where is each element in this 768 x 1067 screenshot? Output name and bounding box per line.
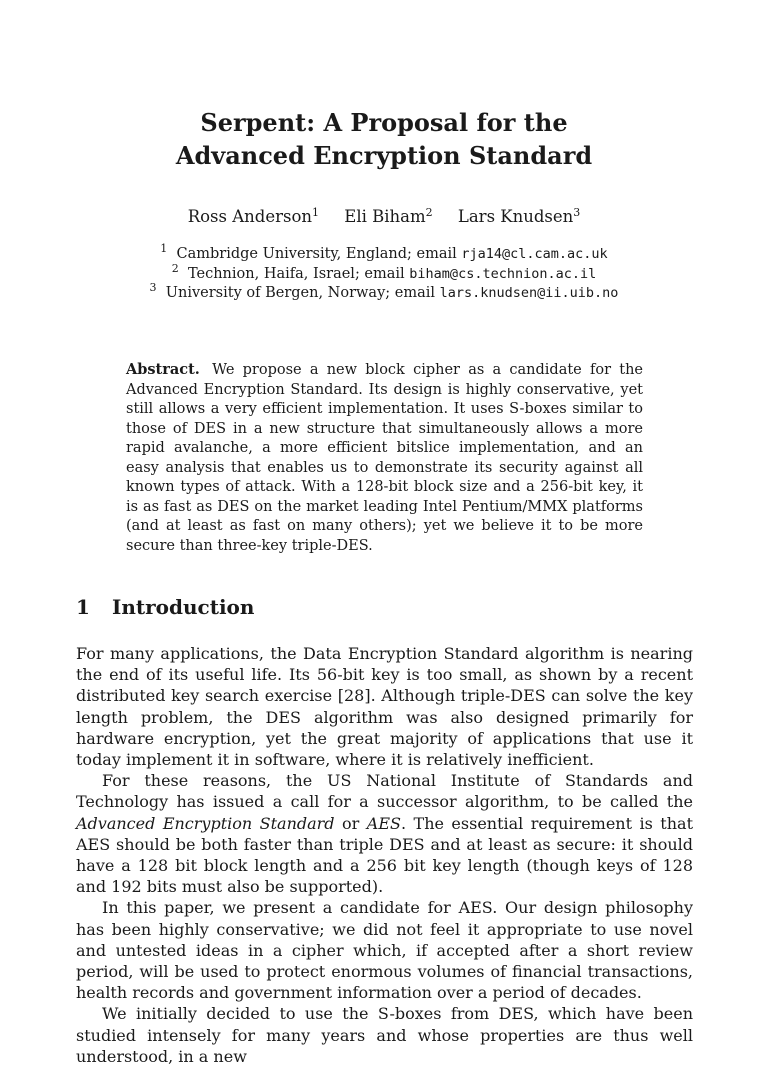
author-affiliation-mark: 2	[425, 206, 433, 219]
body-text	[76, 643, 693, 1067]
title-line-1: Serpent: A Proposal for the	[200, 108, 568, 137]
author-affiliation-mark: 3	[573, 206, 581, 219]
emphasis-term: AES	[366, 813, 401, 833]
affiliation-text: University of Bergen, Norway; email	[165, 285, 440, 301]
affiliation	[0, 281, 768, 304]
author-list	[0, 206, 768, 228]
affiliation-list	[0, 242, 768, 304]
paragraph: For many applications, the Data Encryption Standard algorithm is nearing the end of its useful life. Its 56-bit key is too small, as shown by a recent distributed key search exercise [28]. Although triple-DES can solve the key length problem, the DES algorithm was also designed primarily for hardware encryption, yet the great majority of applications that use it today implement it in software, where it is relatively inefficient.	[76, 644, 693, 770]
affiliation-mark: 1	[160, 242, 168, 255]
author-affiliation-mark: 1	[312, 206, 320, 219]
author	[458, 207, 580, 226]
paragraph-text: or	[334, 813, 367, 833]
author	[188, 207, 319, 226]
paper-title	[0, 106, 768, 172]
affiliation-mark: 2	[171, 261, 179, 275]
paragraph: In this paper, we present a candidate for AES. Our design philosophy has been highly conservative; we did not feel it appropriate to use novel and untested ideas in a cipher which, if accepted after a short review period, will be used to protect enormous volumes of financial transactions, health records and government information over a period of decades.	[76, 898, 693, 1003]
affiliation-text: Technion, Haifa, Israel; email	[187, 265, 410, 282]
section-heading	[76, 592, 696, 622]
paragraph: We initially decided to use the S-boxes from DES, which have been studied intensely for many years and whose properties are thus well understood, in a new	[76, 1004, 693, 1066]
affiliation	[0, 242, 768, 265]
paragraph	[76, 770, 693, 897]
section-number: 1	[76, 595, 90, 619]
author	[344, 207, 432, 226]
affiliation-text: Cambridge University, England; email	[176, 246, 462, 262]
affiliation-mark: 3	[149, 281, 157, 294]
affiliation	[0, 261, 768, 285]
abstract-label: Abstract.	[126, 361, 200, 378]
emphasis-term: Advanced Encryption Standard	[76, 813, 335, 833]
abstract-text: We propose a new block cipher as a candidate for the Advanced Encryption Standard. Its design is highly conservative, yet still allows a very efficient implementation. It uses S-boxes similar to those of DES in a new structure that simultaneously allows a more rapid avalanche, a more efficient bitslice implementation, and an easy analysis that enables us to demonstrate its security against all known types of attack. With a 128-bit block size and a 256-bit key, it is as fast as DES on the market leading Intel Pentium/MMX platforms (and at least as fast on many others); yet we believe it to be more secure than three-key triple-DES.	[126, 362, 643, 554]
affiliation-email: lars.knudsen@ii.uib.no	[439, 285, 619, 301]
abstract	[126, 360, 643, 556]
section-title: Introduction	[112, 595, 255, 619]
paragraph-text: . The essential requirement is that AES should be both faster than triple DES and at least as secure: it should have a 128 bit block length and a 256 bit key length (though keys of 128 and 192 bits must also be supported).	[76, 813, 693, 897]
author-name: Eli Biham	[344, 207, 426, 226]
author-name: Ross Anderson	[187, 207, 313, 226]
affiliation-email: biham@cs.technion.ac.il	[409, 265, 597, 282]
author-name: Lars Knudsen	[457, 207, 574, 226]
paragraph-text: For these reasons, the US National Institute of Standards and Technology has issued a call for a successor algorithm, to be called the	[76, 771, 693, 812]
affiliation-email: rja14@cl.cam.ac.uk	[461, 246, 608, 262]
title-line-2: Advanced Encryption Standard	[175, 141, 593, 170]
